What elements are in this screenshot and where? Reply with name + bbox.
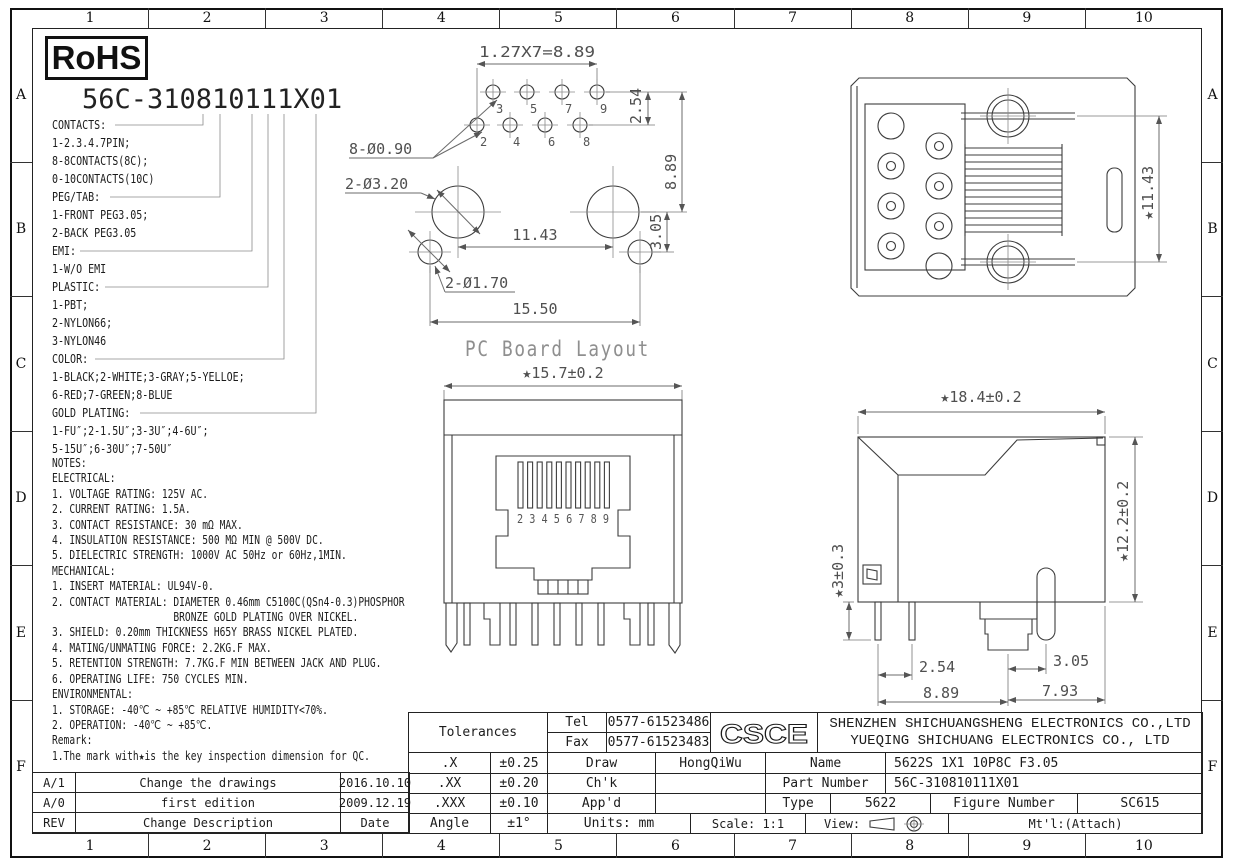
note-line: 4. MATING/UNMATING FORCE: 2.2KG.F MAX.	[52, 640, 272, 655]
svg-text:CSCE: CSCE	[720, 718, 808, 749]
revision-row	[32, 772, 412, 792]
csce-logo	[716, 716, 812, 750]
view-cell	[805, 813, 949, 834]
part-code-line: 1-FU″;2-1.5U″;3-3U″;4-6U″;	[52, 423, 209, 438]
check-value	[655, 773, 766, 794]
grid-ruler-left	[10, 28, 32, 834]
grid-col-label: 7	[735, 834, 852, 858]
view-label: View:	[823, 816, 861, 831]
part-code-line: PEG/TAB:	[52, 189, 101, 204]
dim-depth: 8.89	[662, 153, 680, 190]
revision-row	[32, 792, 412, 812]
grid-row-label: C	[10, 297, 32, 432]
tolerance-xx-label: .XX	[408, 773, 491, 794]
pin-holes-bottom-row	[464, 112, 593, 149]
note-line: 2. OPERATION: -40℃ ~ +85℃.	[52, 717, 213, 732]
dim-large-hole-span: 11.43	[512, 226, 558, 244]
grid-col-label: 3	[266, 834, 383, 858]
note-line: Remark:	[52, 733, 93, 748]
type-value: 5622	[830, 793, 931, 814]
dim-large-hole-dia: 2-Ø3.20	[345, 175, 409, 193]
note-line: 2. CURRENT RATING: 1.5A.	[52, 502, 191, 517]
grid-col-label: 6	[617, 8, 734, 28]
material-cell: Mt'l:(Attach)	[948, 813, 1203, 834]
grid-row-label: A	[10, 28, 32, 163]
dim-pin-length: ★3±0.3	[829, 543, 847, 598]
revision-rev: A/1	[32, 772, 76, 793]
tolerance-x-label: .X	[408, 752, 491, 774]
dim-small-offset: 3.05	[647, 213, 665, 250]
fax-value: 0577-61523483	[606, 732, 711, 753]
note-line: 3. SHIELD: 0.20mm THICKNESS H65Y BRASS NICKEL PLATED.	[52, 625, 359, 640]
scale-cell: Scale: 1:1	[690, 813, 806, 834]
type-label: Type	[765, 793, 831, 814]
dim-small-hole-span: 15.50	[512, 300, 558, 318]
note-line: MECHANICAL:	[52, 563, 116, 578]
company-logo	[710, 712, 818, 753]
pin-label: 4	[513, 135, 521, 149]
approved-value	[655, 793, 766, 814]
dim-peg-span: ★11.43	[1139, 165, 1157, 220]
contact-holes	[878, 113, 952, 279]
draw-value: HongQiWu	[655, 752, 766, 774]
grid-row-label: E	[1202, 566, 1223, 701]
note-line: 1. INSERT MATERIAL: UL94V-0.	[52, 579, 214, 594]
part-number-value: 56C-310810111X01	[885, 773, 1203, 794]
check-label: Ch'k	[547, 773, 656, 794]
tel-value: 0577-61523486	[606, 712, 711, 733]
part-code-line: PLASTIC:	[52, 279, 101, 294]
approved-label: App'd	[547, 793, 656, 814]
part-code-line: 0-10CONTACTS(10C)	[52, 171, 155, 186]
dim-row-offset: 2.54	[627, 87, 645, 124]
grid-col-label: 1	[32, 834, 149, 858]
grid-row-label: E	[10, 566, 32, 701]
grid-col-label: 10	[1134, 838, 1153, 854]
note-line: 3. CONTACT RESISTANCE: 30 mΩ MAX.	[52, 517, 243, 532]
part-code-line: EMI:	[52, 243, 77, 258]
pin-label: 8	[583, 135, 591, 149]
pin-label: 5	[530, 102, 538, 116]
pin-label: 7	[565, 102, 573, 116]
part-code-line: 8-8CONTACTS(8C);	[52, 153, 149, 168]
grid-col-label: 9	[969, 8, 1086, 28]
revision-desc: Change Description	[75, 812, 341, 833]
grid-col-label: 8	[852, 8, 969, 28]
part-code-line: GOLD PLATING:	[52, 405, 131, 420]
part-code-line: 5-15U″;6-30U″;7-50U″	[52, 441, 173, 456]
revision-row	[32, 812, 409, 832]
pin-label: 6	[548, 135, 556, 149]
grid-col-label: 5	[500, 834, 617, 858]
draw-label: Draw	[547, 752, 656, 774]
units-cell: Units: mm	[547, 813, 691, 834]
note-line: 4. INSULATION RESISTANCE: 500 MΩ MIN @ 500V DC.	[52, 533, 324, 548]
dim-tab-offset: 3.05	[1053, 652, 1090, 670]
revision-desc: Change the drawings	[75, 772, 341, 793]
pin-label: 3	[496, 102, 504, 116]
part-code-line: 1-2.3.4.7PIN;	[52, 135, 131, 150]
part-number-title: 56C-310810111X01	[82, 84, 343, 115]
figure-number-value: SC615	[1077, 793, 1203, 814]
revision-date: 2016.10.10	[340, 772, 410, 793]
grid-col-label: 4	[383, 834, 500, 858]
part-code-line: 1-W/O EMI	[52, 261, 107, 276]
grid-row-label: D	[1202, 432, 1223, 567]
front-view	[432, 352, 694, 664]
grid-ruler-bottom	[32, 834, 1202, 858]
tolerance-x-value: ±0.25	[490, 752, 548, 774]
title-block	[408, 712, 1202, 833]
revision-desc: first edition	[75, 792, 341, 813]
side-legs	[875, 568, 1055, 650]
front-body-outline	[444, 400, 682, 603]
grid-col-label: 7	[735, 8, 852, 28]
dim-front-width: ★15.7±0.2	[522, 364, 604, 382]
part-number-label: Part Number	[765, 773, 886, 794]
name-label: Name	[765, 752, 886, 774]
grid-row-label: B	[10, 163, 32, 298]
grid-row-label: B	[1202, 163, 1223, 298]
mounting-holes-large	[415, 166, 656, 258]
dim-side-width: ★18.4±0.2	[940, 388, 1022, 406]
part-code-line: 6-RED;7-GREEN;8-BLUE	[52, 387, 173, 402]
note-line: 5. RETENTION STRENGTH: 7.7KG.F MIN BETWEEN JACK AND PLUG.	[52, 656, 382, 671]
side-body-outline	[858, 437, 1105, 602]
revision-rev: REV	[32, 812, 76, 833]
note-line: 2. CONTACT MATERIAL: DIAMETER 0.46mm C5100C(QSn4-0.3)PHOSPHOR	[52, 594, 405, 609]
grid-ruler-top	[32, 8, 1202, 28]
grid-row-label: A	[1202, 28, 1223, 163]
dim-pin-pitch: 2.54	[919, 658, 956, 676]
grid-col-label: 9	[969, 834, 1086, 858]
note-line: 1. VOLTAGE RATING: 125V AC.	[52, 486, 209, 501]
note-line: ELECTRICAL:	[52, 471, 116, 486]
angle-label: Angle	[408, 813, 491, 834]
note-line: NOTES:	[52, 456, 87, 470]
note-line: 1. STORAGE: -40℃ ~ +85℃ RELATIVE HUMIDITY<70%.	[52, 702, 328, 717]
note-line: BRONZE GOLD PLATING OVER NICKEL.	[52, 610, 359, 625]
part-code-line: 3-NYLON46	[52, 333, 107, 348]
tel-label: Tel	[547, 712, 607, 733]
grid-row-label: D	[10, 432, 32, 567]
part-code-legend	[52, 116, 245, 458]
mounting-pegs	[961, 88, 1075, 290]
company-name	[817, 712, 1203, 753]
grid-col-label: 5	[500, 8, 617, 28]
grid-col-label: 10	[1134, 10, 1153, 26]
grid-row-label: F	[16, 759, 26, 776]
front-legs	[446, 603, 680, 653]
dim-pin-pitch: 1.27X7=8.89	[479, 43, 595, 61]
pin-holes-top-row	[480, 79, 610, 116]
pc-board-layout-title: PC Board Layout	[465, 337, 650, 361]
pin-label: 2	[480, 135, 488, 149]
grid-row-label: C	[1202, 297, 1223, 432]
grid-col-label: 2	[149, 8, 266, 28]
grid-row-label: F	[1207, 759, 1218, 776]
tolerance-xx-value: ±0.20	[490, 773, 548, 794]
dim-tab-span: 7.93	[1042, 682, 1079, 700]
angle-value: ±1°	[490, 813, 548, 834]
note-line: ENVIRONMENTAL:	[52, 687, 133, 702]
grid-col-label: 2	[149, 834, 266, 858]
tolerance-xxx-label: .XXX	[408, 793, 491, 814]
pc-board-layout-view	[345, 38, 705, 368]
revision-table	[32, 772, 412, 833]
revision-rev: A/0	[32, 792, 76, 813]
side-view	[829, 372, 1233, 710]
dim-small-hole-dia: 2-Ø1.70	[445, 274, 509, 292]
rohs-badge: RoHS	[45, 36, 148, 80]
note-line: 5. DIELECTRIC STRENGTH: 1000V AC 50Hz or 60Hz,1MIN.	[52, 548, 347, 563]
grid-col-label: 8	[852, 834, 969, 858]
part-code-line: 2-NYLON66;	[52, 315, 113, 330]
figure-number-label: Figure Number	[930, 793, 1078, 814]
grid-col-label: 4	[383, 8, 500, 28]
name-value: 5622S 1X1 10P8C F3.05	[885, 752, 1203, 774]
revision-date: 2009.12.19	[340, 792, 410, 813]
dim-pin-hole-dia: 8-Ø0.90	[349, 140, 413, 158]
notes-block	[52, 456, 405, 764]
note-line: 1.The mark with★is the key inspection dimension for QC.	[52, 748, 370, 763]
grid-col-label: 3	[266, 8, 383, 28]
part-code-line: 2-BACK PEG3.05	[52, 225, 137, 240]
fax-label: Fax	[547, 732, 607, 753]
company-line1: SHENZHEN SHICHUANGSHENG ELECTRONICS CO.,LTD	[829, 715, 1191, 732]
dim-side-height: ★12.2±0.2	[1114, 480, 1132, 562]
tolerances-header: Tolerances	[408, 712, 548, 753]
part-code-line: 1-FRONT PEG3.05;	[52, 207, 149, 222]
top-view	[845, 70, 1190, 315]
grid-col-label: 1	[32, 8, 149, 28]
pin-label: 9	[600, 102, 608, 116]
grid-col-label: 6	[617, 834, 734, 858]
front-pin-numbers: 2 3 4 5 6 7 8 9	[517, 512, 609, 526]
dim-row-span: 8.89	[923, 684, 960, 702]
part-code-line: 1-PBT;	[52, 297, 89, 312]
contact-comb	[965, 144, 1062, 236]
revision-date: Date	[340, 812, 410, 833]
part-code-line: 1-BLACK;2-WHITE;3-GRAY;5-YELLOE;	[52, 369, 245, 384]
company-line2: YUEQING SHICHUANG ELECTRONICS CO., LTD	[850, 732, 1170, 749]
tolerance-xxx-value: ±0.10	[490, 793, 548, 814]
note-line: 6. OPERATING LIFE: 750 CYCLES MIN.	[52, 671, 249, 686]
projection-symbol-icon	[868, 816, 930, 832]
part-code-line: CONTACTS:	[52, 117, 107, 132]
part-code-line: COLOR:	[52, 351, 89, 366]
